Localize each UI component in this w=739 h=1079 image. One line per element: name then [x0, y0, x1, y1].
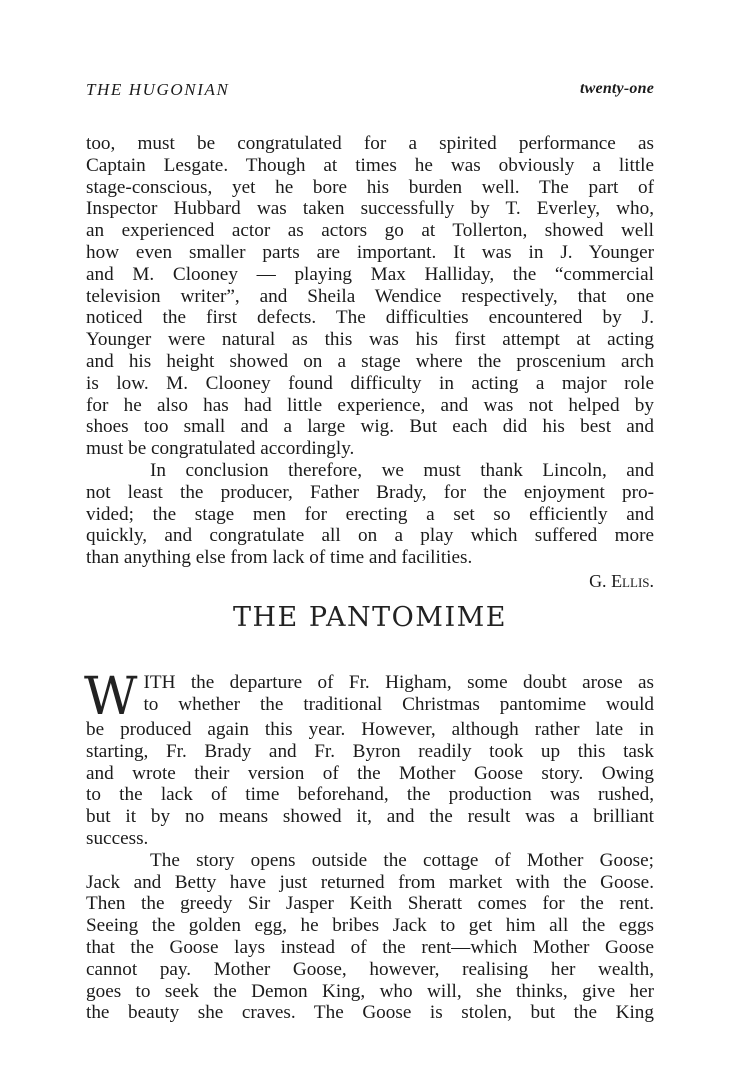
text-line: Then the greedy Sir Jasper Keith Sheratt comes for the rent.	[86, 893, 654, 915]
text-line: vided; the stage men for erecting a set so efficiently and	[86, 503, 654, 525]
text-line: to whether the traditional Christmas pantomime would	[143, 693, 654, 715]
text-line: quickly, and congratulate all on a play which suffered more	[86, 525, 654, 547]
text-line: for he also has had little experience, and was not helped by	[86, 394, 654, 416]
text-line: goes to seek the Demon King, who will, she thinks, give her	[86, 980, 654, 1002]
signature-name: Ellis.	[611, 570, 654, 591]
signature-initial: G.	[589, 570, 612, 591]
text-line: that the Goose lays instead of the rent—which Mother Goose	[86, 936, 654, 958]
text-line: the beauty she craves. The Goose is stolen, but the King	[86, 1002, 654, 1024]
text-line: to the lack of time beforehand, the production was rushed,	[86, 784, 654, 806]
text-line: too, must be congratulated for a spirited performance as	[86, 133, 654, 154]
publication-title: THE HUGONIAN	[86, 80, 230, 99]
text-line: Captain Lesgate. Though at times he was obviously a little	[86, 154, 654, 176]
text-line: not least the producer, Father Brady, for the enjoyment pro-	[86, 481, 654, 503]
text-line: but it by no means showed it, and the result was a brilliant	[86, 806, 654, 828]
text-line: and wrote their version of the Mother Goose story. Owing	[86, 762, 654, 784]
text-line: be produced again this year. However, although rather late in	[86, 719, 654, 740]
text-line: noticed the first defects. The difficulties encountered by J.	[86, 307, 654, 329]
text-line: television writer”, and Sheila Wendice respectively, that one	[86, 285, 654, 307]
text-line: In conclusion therefore, we must thank Lincoln, and	[150, 459, 654, 481]
review-text	[86, 133, 654, 593]
text-line: stage-conscious, yet he bore his burden well. The part of	[86, 176, 654, 198]
text-line: The story opens outside the cottage of Mother Goose;	[150, 849, 654, 871]
text-line: Seeing the golden egg, he bribes Jack to get him all the eggs	[86, 915, 654, 937]
text-line: is low. M. Clooney found difficulty in acting a major role	[86, 372, 654, 394]
text-line: starting, Fr. Brady and Fr. Byron readily took up this task	[86, 740, 654, 762]
text-line: cannot pay. Mother Goose, however, realising her wealth,	[86, 958, 654, 980]
text-line: shoes too small and a large wig. But each did his best and	[86, 416, 654, 438]
text-line: Jack and Betty have just returned from market with the Goose.	[86, 871, 654, 893]
text-line: Inspector Hubbard was taken successfully by T. Everley, who,	[86, 198, 654, 220]
text-line: how even smaller parts are important. It was in J. Younger	[86, 241, 654, 263]
author-signature	[86, 571, 654, 593]
drop-cap: W	[84, 667, 138, 727]
text-line: and his height showed on a stage where the proscenium arch	[86, 350, 654, 372]
text-line: than anything else from lack of time and facilities.	[86, 547, 473, 569]
text-line: ITH the departure of Fr. Higham, some doubt arose as	[143, 672, 654, 693]
page-number: twenty-one	[580, 80, 654, 97]
text-line: success.	[86, 827, 149, 849]
text-line: Younger were natural as this was his first attempt at acting	[86, 329, 654, 351]
text-line: and M. Clooney — playing Max Halliday, the “commercial	[86, 263, 654, 285]
text-line: an experienced actor as actors go at Tollerton, showed well	[86, 220, 654, 242]
text-line: must be congratulated accordingly.	[86, 438, 355, 460]
pantomime-text	[84, 667, 654, 1024]
section-title: THE PANTOMIME	[233, 602, 507, 633]
